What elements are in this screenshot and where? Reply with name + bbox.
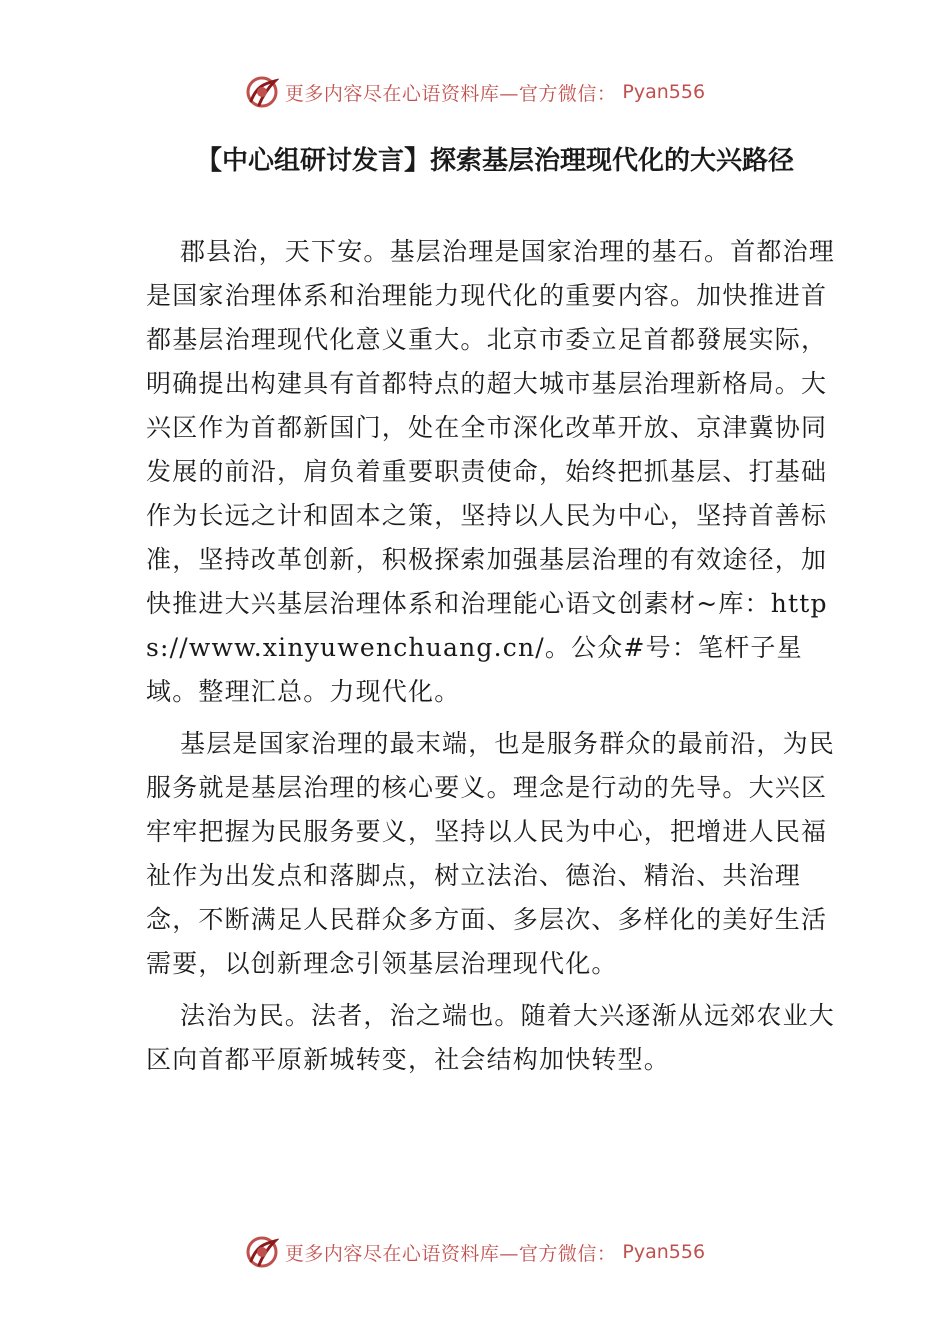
paragraph-2: 基层是国家治理的最末端，也是服务群众的最前沿，为民服务就是基层治理的核心要义。理念是行动的先导。大兴区牢牢把握为民服务要义，坚持以人民为中心，把增进人民福祉作为出发点和落脚点，树立法治、德治、精治、共治理念，不断满足人民群众多方面、多层次、多样化的美好生活需要，以创新理念引领基层治理现代化。 — [146, 729, 836, 978]
paragraph-3: 法治为民。法者，治之端也。随着大兴逐渐从远郊农业大区向首都平原新城转变，社会结构加快转型。 — [146, 1001, 836, 1074]
logo-icon — [245, 1235, 279, 1269]
footer-wechat-id: Pyan556 — [622, 1241, 706, 1263]
footer-banner — [0, 1232, 950, 1272]
header-wechat-id: Pyan556 — [622, 81, 706, 103]
document-body — [146, 230, 836, 1090]
header-banner — [0, 72, 950, 112]
paragraph-1: 郡县治，天下安。基层治理是国家治理的基石。首都治理是国家治理体系和治理能力现代化的重要内容。加快推进首都基层治理现代化意义重大。北京市委立足首都發展实际，明确提出构建具有首都特点的超大城市基层治理新格局。大兴区作为首都新国门，处在全市深化改革开放、京津冀协同发展的前沿，肩负着重要职责使命，始终把抓基层、打基础作为长远之计和固本之策，坚持以人民为中心，坚持首善标准，坚持改革创新，积极探索加强基层治理的有效途径，加快推进大兴基层治理体系和治理能心语文创素材~库：https://www.xinyuwenchuang.cn/。公众#号：笔杆子星域。整理汇总。力现代化。 — [146, 237, 836, 706]
logo-icon — [245, 75, 279, 109]
header-banner-text: 更多内容尽在心语资料库—官方微信： — [284, 82, 617, 105]
footer-banner-text: 更多内容尽在心语资料库—官方微信： — [284, 1242, 617, 1265]
document-title: 【中心组研讨发言】探索基层治理现代化的大兴路径 — [195, 146, 794, 176]
